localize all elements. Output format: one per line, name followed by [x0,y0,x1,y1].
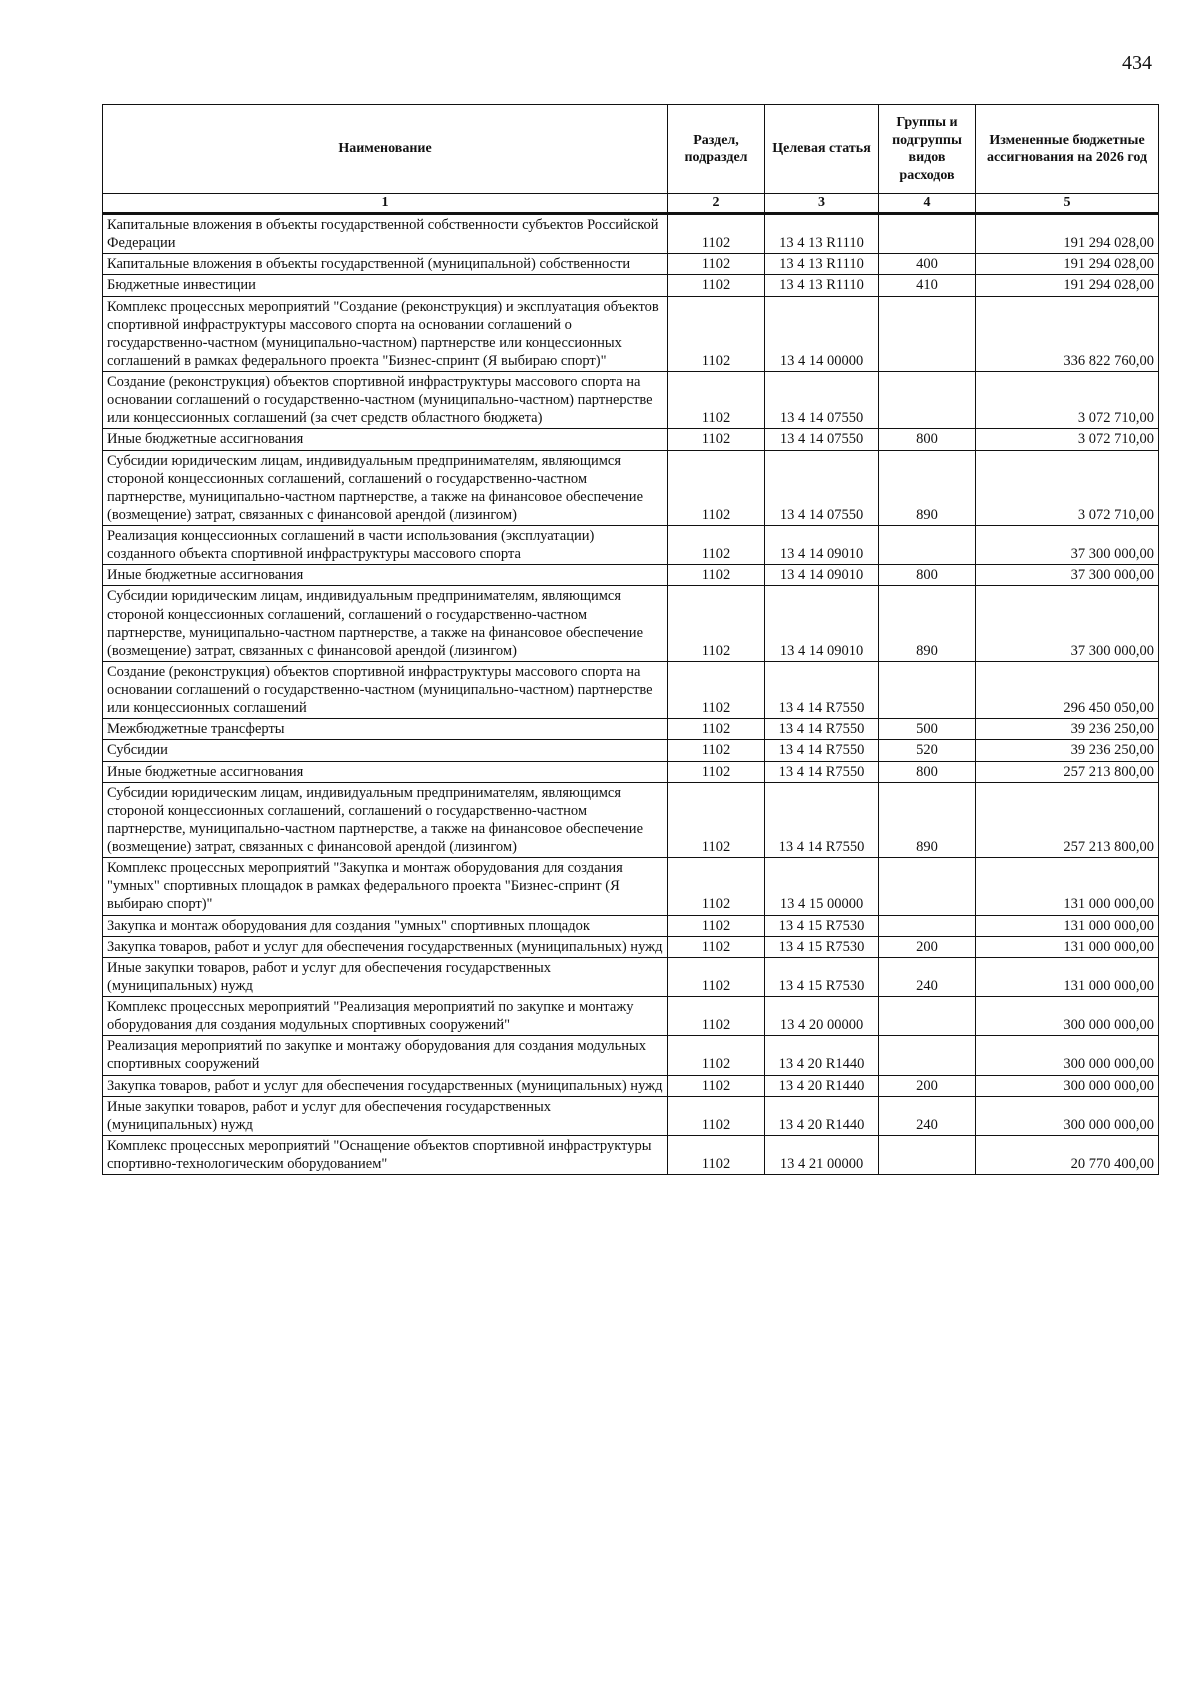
row-amount: 300 000 000,00 [976,997,1159,1036]
row-name: Комплекс процессных мероприятий "Оснащение объектов спортивной инфраструктуры спортивно-технологическим оборудованием" [103,1135,668,1174]
row-section: 1102 [668,296,765,372]
row-section: 1102 [668,565,765,586]
row-section: 1102 [668,429,765,450]
row-amount: 257 213 800,00 [976,782,1159,858]
row-amount: 191 294 028,00 [976,214,1159,254]
row-group: 800 [879,429,976,450]
row-group: 400 [879,254,976,275]
row-target: 13 4 13 R1110 [765,275,879,296]
row-name: Иные бюджетные ассигнования [103,429,668,450]
row-group: 500 [879,719,976,740]
row-group: 200 [879,1075,976,1096]
row-amount: 300 000 000,00 [976,1036,1159,1075]
row-section: 1102 [668,372,765,429]
row-target: 13 4 14 09010 [765,586,879,662]
header-section: Раздел, подраздел [668,105,765,194]
row-name: Межбюджетные трансферты [103,719,668,740]
row-name: Комплекс процессных мероприятий "Реализация мероприятий по закупке и монтажу оборудования для создания модульных спортивных сооружений" [103,997,668,1036]
row-target: 13 4 14 R7550 [765,761,879,782]
table-row [103,1075,1159,1096]
row-section: 1102 [668,214,765,254]
row-section: 1102 [668,1135,765,1174]
row-section: 1102 [668,661,765,718]
row-name: Комплекс процессных мероприятий "Закупка и монтаж оборудования для создания "умных" спортивных площадок в рамках федерального проекта "Бизнес-спринт (Я выбираю спорт)" [103,858,668,915]
row-target: 13 4 14 07550 [765,450,879,526]
table-row [103,858,1159,915]
row-amount: 39 236 250,00 [976,740,1159,761]
row-amount: 3 072 710,00 [976,372,1159,429]
row-amount: 131 000 000,00 [976,858,1159,915]
header-group: Группы и подгруппы видов расходов [879,105,976,194]
table-row [103,1036,1159,1075]
row-target: 13 4 15 00000 [765,858,879,915]
row-group [879,296,976,372]
table-row [103,275,1159,296]
row-amount: 131 000 000,00 [976,957,1159,996]
row-amount: 296 450 050,00 [976,661,1159,718]
row-target: 13 4 20 00000 [765,997,879,1036]
row-section: 1102 [668,761,765,782]
table-row [103,782,1159,858]
row-group: 890 [879,782,976,858]
row-name: Субсидии [103,740,668,761]
row-group [879,214,976,254]
row-group: 200 [879,936,976,957]
row-section: 1102 [668,858,765,915]
row-name: Иные бюджетные ассигнования [103,761,668,782]
row-amount: 131 000 000,00 [976,915,1159,936]
row-section: 1102 [668,997,765,1036]
row-amount: 3 072 710,00 [976,429,1159,450]
row-target: 13 4 14 R7550 [765,661,879,718]
budget-table [102,104,1159,1175]
row-amount: 37 300 000,00 [976,565,1159,586]
row-name: Создание (реконструкция) объектов спортивной инфраструктуры массового спорта на основании соглашений о государственно-частном (муниципально-частном) партнерстве или концессионных соглашений [103,661,668,718]
row-section: 1102 [668,254,765,275]
row-section: 1102 [668,1036,765,1075]
header-name: Наименование [103,105,668,194]
row-section: 1102 [668,526,765,565]
table-row [103,740,1159,761]
row-name: Закупка и монтаж оборудования для создания "умных" спортивных площадок [103,915,668,936]
row-target: 13 4 21 00000 [765,1135,879,1174]
row-target: 13 4 15 R7530 [765,936,879,957]
row-amount: 191 294 028,00 [976,275,1159,296]
row-target: 13 4 14 09010 [765,526,879,565]
column-number: 2 [668,194,765,214]
table-row [103,915,1159,936]
row-target: 13 4 14 09010 [765,565,879,586]
row-group [879,526,976,565]
row-name: Бюджетные инвестиции [103,275,668,296]
row-group [879,915,976,936]
row-name: Иные бюджетные ассигнования [103,565,668,586]
row-section: 1102 [668,586,765,662]
table-row [103,1135,1159,1174]
row-group: 890 [879,586,976,662]
table-body [103,214,1159,1175]
table-row [103,957,1159,996]
row-target: 13 4 20 R1440 [765,1036,879,1075]
row-section: 1102 [668,957,765,996]
row-target: 13 4 14 00000 [765,296,879,372]
row-target: 13 4 13 R1110 [765,254,879,275]
column-number: 3 [765,194,879,214]
row-group: 890 [879,450,976,526]
table-row [103,936,1159,957]
row-group: 240 [879,1096,976,1135]
row-target: 13 4 14 07550 [765,372,879,429]
row-amount: 37 300 000,00 [976,526,1159,565]
row-name: Закупка товаров, работ и услуг для обеспечения государственных (муниципальных) нужд [103,936,668,957]
table-row [103,719,1159,740]
row-name: Иные закупки товаров, работ и услуг для обеспечения государственных (муниципальных) нужд [103,957,668,996]
row-section: 1102 [668,915,765,936]
row-group: 520 [879,740,976,761]
table-row [103,565,1159,586]
table-row [103,586,1159,662]
header-target: Целевая статья [765,105,879,194]
table-row [103,450,1159,526]
row-group: 800 [879,761,976,782]
row-target: 13 4 14 R7550 [765,740,879,761]
row-amount: 300 000 000,00 [976,1075,1159,1096]
row-name: Создание (реконструкция) объектов спортивной инфраструктуры массового спорта на основании соглашений о государственно-частном (муниципально-частном) партнерстве или концессионных соглашений (за счет средств областного бюджета) [103,372,668,429]
row-group [879,1135,976,1174]
row-group: 800 [879,565,976,586]
row-target: 13 4 20 R1440 [765,1096,879,1135]
column-number: 5 [976,194,1159,214]
row-name: Субсидии юридическим лицам, индивидуальным предпринимателям, являющимся стороной концессионных соглашений, соглашений о государственно-частном партнерстве, муниципально-частном партнерстве, а также на финансовое обеспечение (возмещение) затрат, связанных с финансовой арендой (лизингом) [103,450,668,526]
row-target: 13 4 20 R1440 [765,1075,879,1096]
row-section: 1102 [668,1075,765,1096]
table-header [103,105,1159,214]
row-section: 1102 [668,1096,765,1135]
column-number: 1 [103,194,668,214]
row-name: Закупка товаров, работ и услуг для обеспечения государственных (муниципальных) нужд [103,1075,668,1096]
row-name: Комплекс процессных мероприятий "Создание (реконструкция) и эксплуатация объектов спортивной инфраструктуры массового спорта на основании соглашений о государственно-частном (муниципально-частном) партнерстве или концессионных соглашений в рамках федерального проекта "Бизнес-спринт (Я выбираю спорт)" [103,296,668,372]
table-row [103,997,1159,1036]
table-row [103,761,1159,782]
row-group [879,372,976,429]
row-name: Реализация концессионных соглашений в части использования (эксплуатации) созданного объекта спортивной инфраструктуры массового спорта [103,526,668,565]
row-target: 13 4 15 R7530 [765,915,879,936]
row-section: 1102 [668,782,765,858]
header-amount: Измененные бюджетные ассигнования на 2026 год [976,105,1159,194]
row-name: Реализация мероприятий по закупке и монтажу оборудования для создания модульных спортивных сооружений [103,1036,668,1075]
table-row [103,661,1159,718]
row-group: 410 [879,275,976,296]
row-target: 13 4 14 07550 [765,429,879,450]
row-section: 1102 [668,450,765,526]
row-target: 13 4 14 R7550 [765,782,879,858]
row-section: 1102 [668,275,765,296]
row-target: 13 4 13 R1110 [765,214,879,254]
row-target: 13 4 14 R7550 [765,719,879,740]
row-target: 13 4 15 R7530 [765,957,879,996]
row-group [879,858,976,915]
table-row [103,526,1159,565]
row-amount: 37 300 000,00 [976,586,1159,662]
table-row [103,214,1159,254]
row-amount: 257 213 800,00 [976,761,1159,782]
row-section: 1102 [668,740,765,761]
row-amount: 336 822 760,00 [976,296,1159,372]
row-name: Субсидии юридическим лицам, индивидуальным предпринимателям, являющимся стороной концессионных соглашений, соглашений о государственно-частном партнерстве, муниципально-частном партнерстве, а также на финансовое обеспечение (возмещение) затрат, связанных с финансовой арендой (лизингом) [103,586,668,662]
table-row [103,1096,1159,1135]
table-row [103,429,1159,450]
table-row [103,296,1159,372]
table-row [103,372,1159,429]
row-section: 1102 [668,936,765,957]
column-number: 4 [879,194,976,214]
page-number: 434 [1122,52,1152,74]
row-amount: 39 236 250,00 [976,719,1159,740]
row-amount: 300 000 000,00 [976,1096,1159,1135]
row-group [879,1036,976,1075]
row-name: Капитальные вложения в объекты государственной собственности субъектов Российской Федерации [103,214,668,254]
row-name: Иные закупки товаров, работ и услуг для обеспечения государственных (муниципальных) нужд [103,1096,668,1135]
row-amount: 131 000 000,00 [976,936,1159,957]
row-amount: 3 072 710,00 [976,450,1159,526]
row-group [879,661,976,718]
row-amount: 191 294 028,00 [976,254,1159,275]
row-amount: 20 770 400,00 [976,1135,1159,1174]
table-row [103,254,1159,275]
row-group [879,997,976,1036]
row-name: Субсидии юридическим лицам, индивидуальным предпринимателям, являющимся стороной концессионных соглашений, соглашений о государственно-частном партнерстве, муниципально-частном партнерстве, а также на финансовое обеспечение (возмещение) затрат, связанных с финансовой арендой (лизингом) [103,782,668,858]
row-section: 1102 [668,719,765,740]
row-group: 240 [879,957,976,996]
row-name: Капитальные вложения в объекты государственной (муниципальной) собственности [103,254,668,275]
